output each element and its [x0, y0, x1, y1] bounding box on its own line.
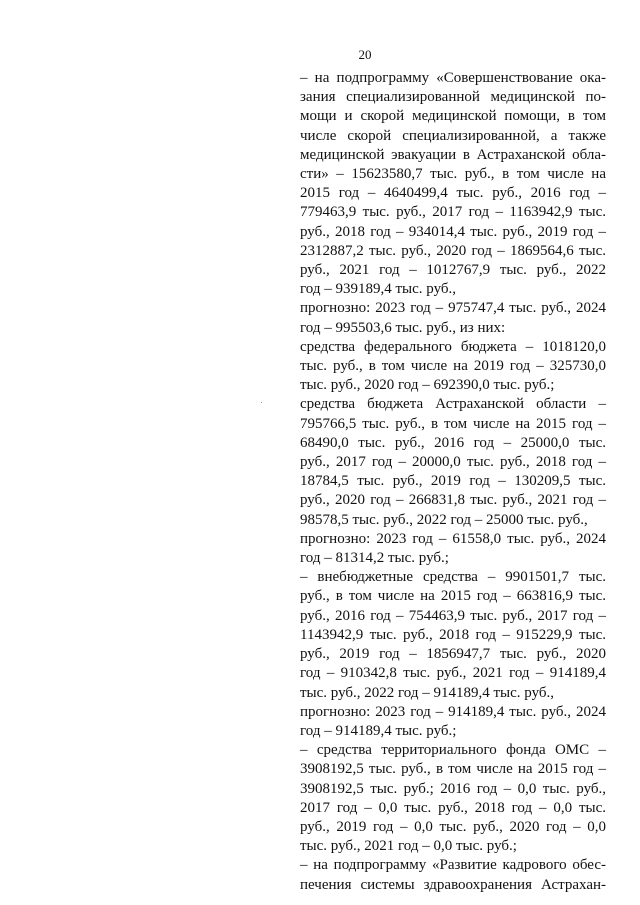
text-line: тыс. руб., 2021 год – 0,0 тыс. руб.;	[300, 838, 517, 855]
text-line: 2015 год – 4640499,4 тыс. руб., 2016 год –	[300, 185, 606, 202]
text-line: медицинской эвакуации в Астраханской обла-	[300, 146, 606, 163]
text-line: год – 995503,6 тыс. руб., из них:	[300, 319, 506, 336]
text-line: 795766,5 тыс. руб., в том числе на 2015 год –	[300, 415, 606, 432]
text-line: руб., 2021 год – 1012767,9 тыс. руб., 2022	[300, 262, 606, 279]
text-line: средства федерального бюджета – 1018120,0	[300, 338, 606, 355]
text-line: – внебюджетные средства – 9901501,7 тыс.	[300, 569, 606, 586]
text-line: средства бюджета Астраханской области –	[300, 396, 606, 413]
text-line: тыс. руб., 2020 год – 692390,0 тыс. руб.;	[300, 377, 555, 394]
text-line: руб., 2020 год – 266831,8 тыс. руб., 2021 год –	[300, 492, 606, 509]
text-line: мощи и скорой медицинской помощи, в том	[300, 108, 606, 125]
text-line: прогнозно: 2023 год – 914189,4 тыс. руб., 2024	[300, 703, 606, 720]
text-line: прогнозно: 2023 год – 975747,4 тыс. руб., 2024	[300, 300, 606, 317]
text-line: руб., в том числе на 2015 год – 663816,9 тыс.	[300, 588, 606, 605]
text-line: 2017 год – 0,0 тыс. руб., 2018 год – 0,0 тыс.	[300, 799, 606, 816]
text-line: числе скорой специализированной, а также	[300, 127, 606, 144]
text-line: – средства территориального фонда ОМС –	[300, 742, 606, 759]
text-line: прогнозно: 2023 год – 61558,0 тыс. руб., 2024	[300, 530, 606, 547]
text-line: 3908192,5 тыс. руб., в том числе на 2015 год –	[300, 761, 606, 778]
page-number: 20	[358, 47, 372, 62]
text-line: – на подпрограмму «Совершенствование ока-	[300, 70, 606, 86]
text-line: 68490,0 тыс. руб., 2016 год – 25000,0 тыс.	[300, 434, 606, 451]
text-line: зания специализированной медицинской по-	[300, 89, 606, 106]
text-line: 2312887,2 тыс. руб., 2020 год – 1869564,6 тыс.	[300, 242, 606, 259]
text-line: – на подпрограмму «Развитие кадрового обес-	[300, 857, 606, 874]
text-line: год – 910342,8 тыс. руб., 2021 год – 914189,4	[300, 665, 606, 682]
text-line: руб., 2017 год – 20000,0 тыс. руб., 2018 год –	[300, 454, 606, 471]
text-line: год – 914189,4 тыс. руб.;	[300, 722, 457, 739]
text-line: год – 939189,4 тыс. руб.,	[300, 281, 457, 298]
text-line: 98578,5 тыс. руб., 2022 год – 25000 тыс. руб.,	[300, 511, 588, 528]
text-line: 779463,9 тыс. руб., 2017 год – 1163942,9 тыс.	[300, 204, 606, 221]
scan-speck	[261, 402, 262, 403]
text-line: руб., 2016 год – 754463,9 тыс. руб., 2017 год –	[300, 607, 606, 624]
text-line: 3908192,5 тыс. руб.; 2016 год – 0,0 тыс. руб.,	[300, 780, 606, 797]
text-line: руб., 2019 год – 1856947,7 тыс. руб., 2020	[300, 646, 606, 663]
text-line: руб., 2018 год – 934014,4 тыс. руб., 2019 год –	[300, 223, 606, 240]
document-body	[300, 69, 606, 895]
text-line: тыс. руб., в том числе на 2019 год – 325730,0	[300, 358, 606, 375]
text-line: сти» – 15623580,7 тыс. руб., в том числе на	[300, 166, 606, 183]
text-line: 18784,5 тыс. руб., 2019 год – 130209,5 тыс.	[300, 473, 606, 490]
text-line: год – 81314,2 тыс. руб.;	[300, 550, 449, 567]
text-line: руб., 2019 год – 0,0 тыс. руб., 2020 год – 0,0	[300, 818, 606, 835]
text-line: тыс. руб., 2022 год – 914189,4 тыс. руб.,	[300, 684, 555, 701]
text-line: печения системы здравоохранения Астрахан-	[300, 876, 606, 893]
text-line: 1143942,9 тыс. руб., 2018 год – 915229,9 тыс.	[300, 626, 606, 643]
